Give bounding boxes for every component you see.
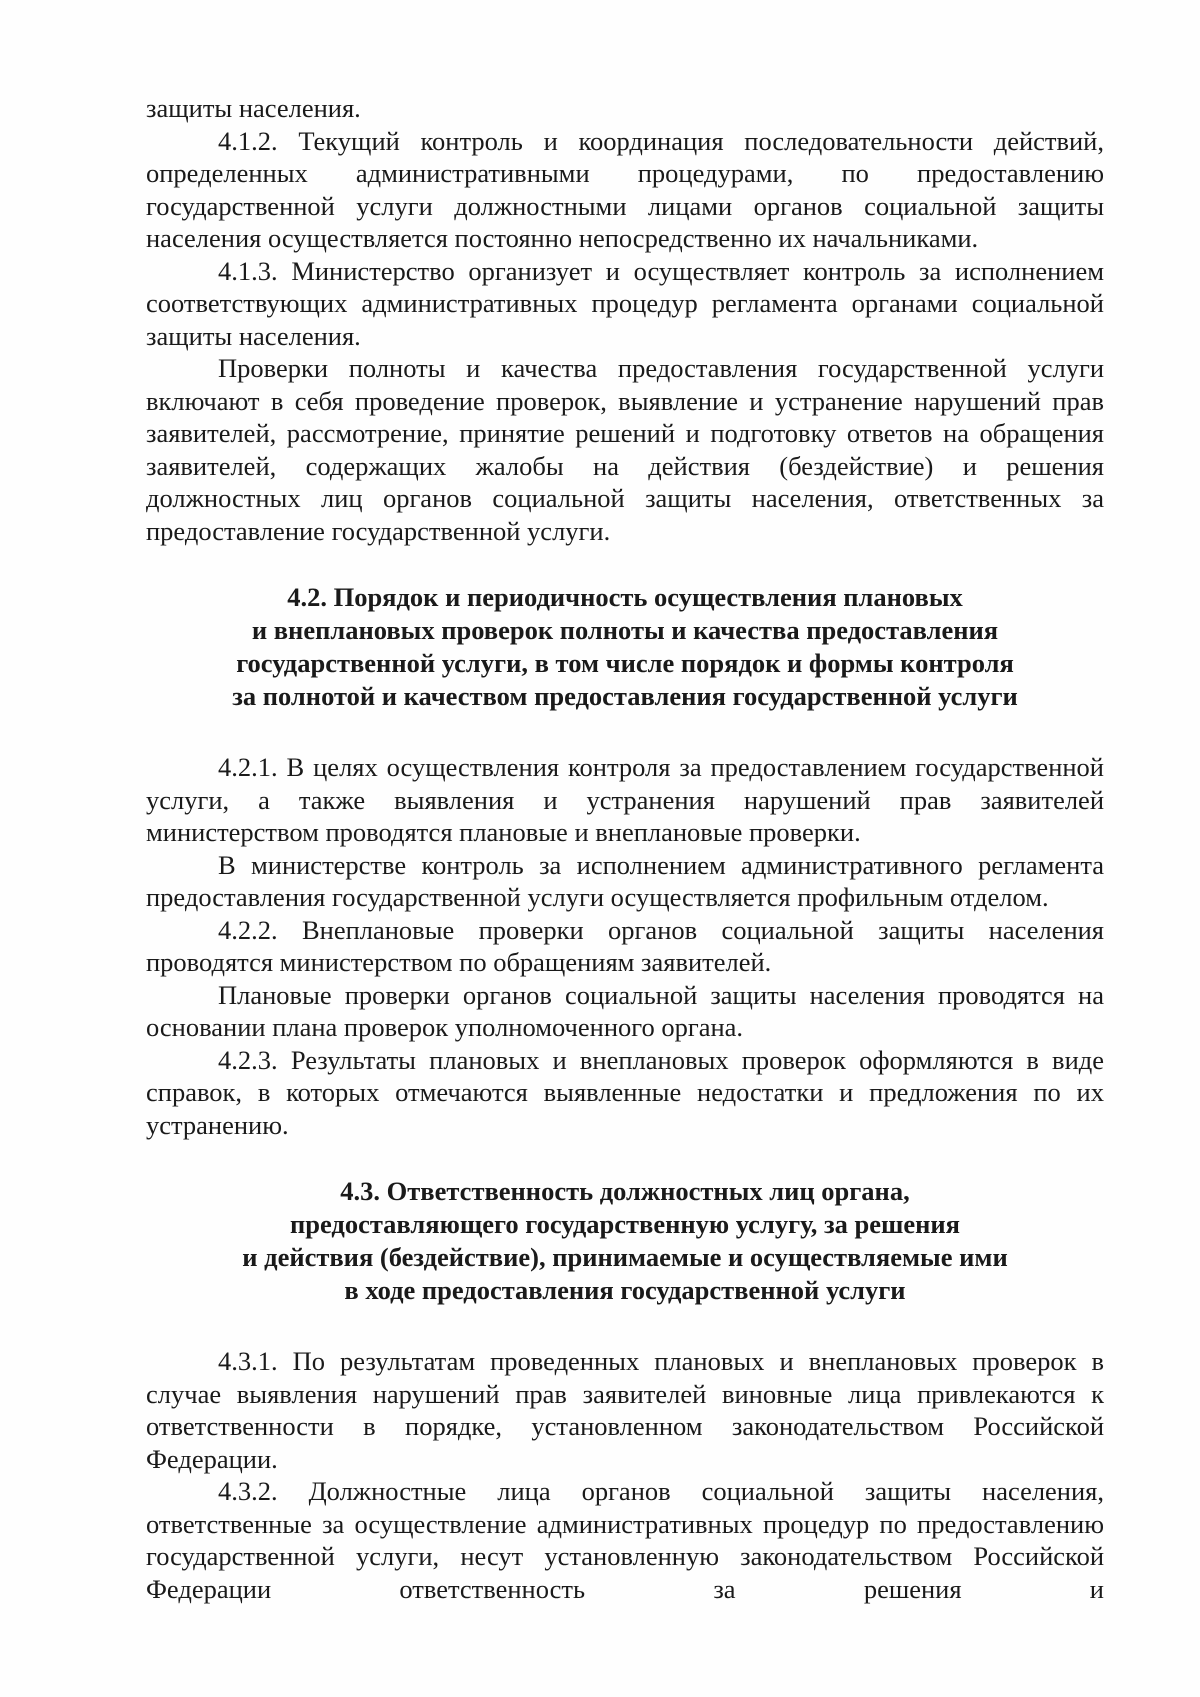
heading-line: за полнотой и качеством предоставления государственной услуги <box>232 681 1018 711</box>
paragraph-4-1-2: 4.1.2. Текущий контроль и координация последовательности действий, определенных административными процедурами, по предоставлению государственной услуги должностными лицами органов социальной защиты населения осуществляется постоянно непосредственно их начальниками. <box>146 125 1104 253</box>
heading-line: и внеплановых проверок полноты и качества предоставления <box>251 615 999 645</box>
continuation-text: защиты населения. <box>146 93 361 123</box>
heading-line: в ходе предоставления государственной услуги <box>344 1275 906 1305</box>
paragraph-4-3-2: 4.3.2. Должностные лица органов социальной защиты населения, ответственные за осуществление административных процедур по предоставлению государственной услуги, несут установленную законодательством Российской Федерации ответственность за решения и <box>146 1476 1104 1604</box>
paragraph-4-1-3: 4.1.3. Министерство организует и осуществляет контроль за исполнением соответствующих административных процедур регламента органами социальной защиты населения. <box>146 255 1104 351</box>
spacer <box>146 713 1104 751</box>
paragraph-4-2-2: 4.2.2. Внеплановые проверки органов социальной защиты населения проводятся министерством по обращениям заявителей. <box>146 914 1104 977</box>
heading-line: 4.3. Ответственность должностных лиц органа, <box>340 1176 910 1206</box>
spacer <box>146 1141 1104 1175</box>
heading-line: предоставляющего государственную услугу, за решения <box>290 1209 960 1239</box>
paragraph-4-2-1: 4.2.1. В целях осуществления контроля за предоставлением государственной услуги, а также выявления и устранения нарушений прав заявителей министерством проводятся плановые и внеплановые проверки. <box>146 752 1104 847</box>
paragraph-ministry-control: В министерстве контроль за исполнением административного регламента предоставления государственной услуги осуществляется профильным отделом. <box>146 849 1104 912</box>
paragraph-planned-checks: Плановые проверки органов социальной защиты населения проводятся на основании плана проверок уполномоченного органа. <box>146 979 1104 1042</box>
spacer <box>146 1307 1104 1345</box>
heading-line: государственной услуги, в том числе порядок и формы контроля <box>236 648 1014 678</box>
section-heading-4-2 <box>146 581 1104 713</box>
spacer <box>146 547 1104 581</box>
paragraph-checks: Проверки полноты и качества предоставления государственной услуги включают в себя проведение проверок, выявление и устранение нарушений прав заявителей, рассмотрение, принятие решений и подготовку ответов на обращения заявителей, содержащих жалобы на действия (бездействие) и решения должностных лиц органов социальной защиты населения, ответственных за предоставление государственной услуги. <box>146 353 1104 546</box>
heading-line: 4.2. Порядок и периодичность осуществления плановых <box>287 582 963 612</box>
paragraph-4-2-3: 4.2.3. Результаты плановых и внеплановых проверок оформляются в виде справок, в которых отмечаются выявленные недостатки и предложения по их устранению. <box>146 1044 1104 1140</box>
section-heading-4-3 <box>146 1175 1104 1307</box>
paragraph-4-3-1: 4.3.1. По результатам проведенных плановых и внеплановых проверок в случае выявления нарушений прав заявителей виновные лица привлекаются к ответственности в порядке, установленном законодательством Российской Федерации. <box>146 1346 1104 1474</box>
document-body <box>146 92 1104 1605</box>
heading-line: и действия (бездействие), принимаемые и осуществляемые ими <box>242 1242 1008 1272</box>
